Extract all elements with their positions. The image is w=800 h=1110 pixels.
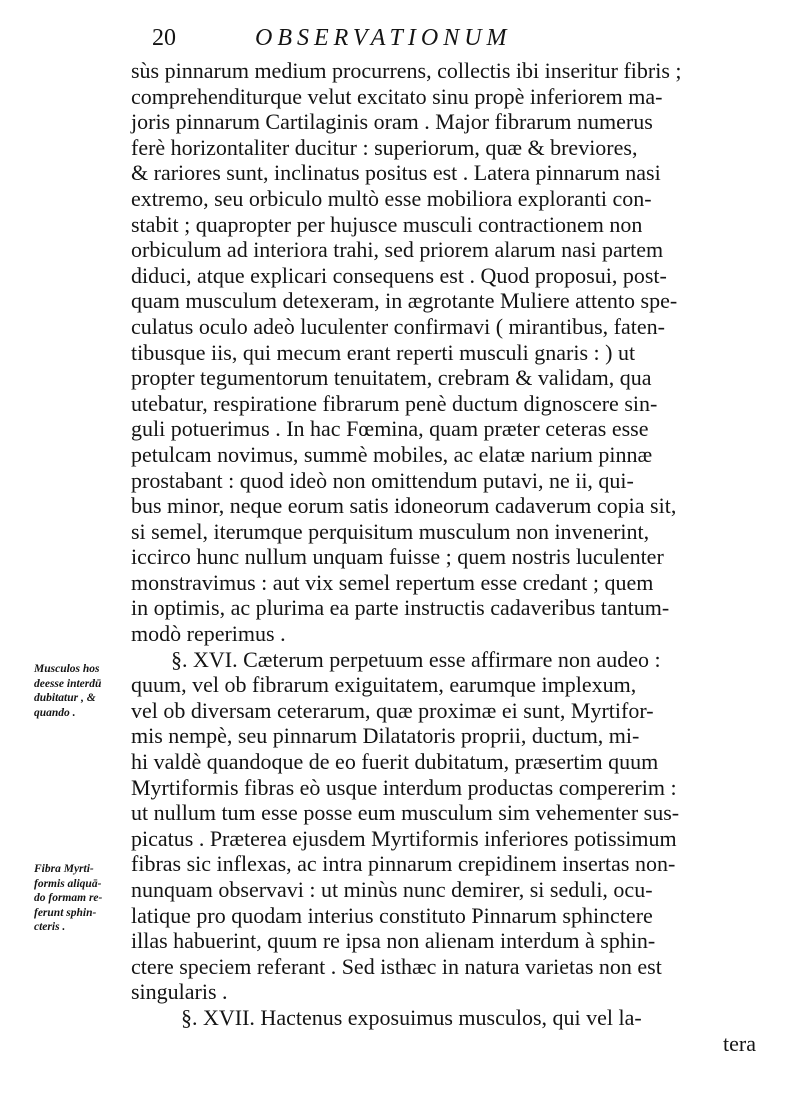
text-line: ferè horizontaliter ducitur : superiorum, quæ & breviores, <box>131 134 638 160</box>
text-line: petulcam novimus, summè mobiles, ac elatæ narium pinnæ <box>131 441 653 467</box>
text-line: picatus . Præterea ejusdem Myrtiformis inferiores potissimum <box>131 825 677 851</box>
text-line: vel ob diversam ceterarum, quæ proximæ ei sunt, Myrtifor- <box>131 697 654 723</box>
text-line: modò reperimus . <box>131 621 286 647</box>
text-line: joris pinnarum Cartilaginis oram . Major fibrarum numerus <box>131 109 653 135</box>
text-line: prostabant : quod ideò non omittendum putavi, ne ii, qui- <box>131 467 634 493</box>
margin-note-line: deesse interdū <box>34 677 102 690</box>
text-line: fibras sic inflexas, ac intra pinnarum crepidinem insertas non- <box>131 851 676 877</box>
text-line: ctere speciem referant . Sed isthæc in natura varietas non est <box>131 953 662 979</box>
margin-note-line: quando . <box>34 706 76 719</box>
text-line: orbiculum ad interiora trahi, sed priorem alarum nasi partem <box>131 237 664 263</box>
text-line: quum, vel ob fibrarum exiguitatem, earumque implexum, <box>131 672 637 698</box>
text-line: diduci, atque explicari consequens est . Quod proposui, post- <box>131 262 667 288</box>
text-line: in optimis, ac plurima ea parte instructis cadaveribus tantum- <box>131 595 670 621</box>
text-line: quam musculum detexeram, in ægrotante Muliere attento spe- <box>131 288 678 314</box>
margin-note-fibrae <box>34 862 124 935</box>
text-line: utebatur, respiratione fibrarum penè ductum dignoscere sin- <box>131 390 658 416</box>
margin-note-line: Fibra Myrti- <box>34 863 94 875</box>
text-line: nunquam observavi : ut minùs nunc demirer, si seduli, ocu- <box>131 877 653 902</box>
margin-note-line: dubitatur , & <box>34 692 96 704</box>
text-line: Myrtiformis fibras eò usque interdum productas compererim : <box>131 774 677 800</box>
body-text <box>131 58 766 1056</box>
section-heading-line: §. XVII. Hactenus exposuimus musculos, qui vel la- <box>181 1004 642 1030</box>
text-line: tibusque iis, qui mecum erant reperti musculi gnaris : ) ut <box>131 339 636 365</box>
margin-note-musculos <box>34 662 124 720</box>
margin-note-line: formis aliquā- <box>34 877 102 890</box>
text-line: singularis . <box>131 979 228 1005</box>
text-line: illas habuerint, quum re ipsa non alienam interdum à sphin- <box>131 928 656 954</box>
text-line: hi valdè quandoque de eo fuerit dubitatum, præsertim quum <box>131 749 659 775</box>
page-number: 20 <box>152 25 176 51</box>
text-line: sùs pinnarum medium procurrens, collectis ibi inseritur fibris ; <box>131 58 682 83</box>
text-line: propter tegumentorum tenuitatem, crebram & validam, qua <box>131 365 652 391</box>
text-line: stabit ; quapropter per hujusce musculi contractionem non <box>131 211 643 237</box>
text-line: comprehenditurque velut excitato sinu propè inferiorem ma- <box>131 83 663 109</box>
margin-note-line: cteris . <box>34 921 66 933</box>
section-heading-line: §. XVI. Cæterum perpetuum esse affirmare non audeo : <box>171 646 661 672</box>
catchword: tera <box>723 1030 756 1056</box>
text-line: bus minor, neque eorum satis idoneorum cadaverum copia sit, <box>131 493 677 519</box>
text-line: si semel, iterumque perquisitum musculum non invenerint, <box>131 518 650 544</box>
margin-note-line: Musculos hos <box>34 663 100 675</box>
text-line: guli potuerimus . In hac Fœmina, quam præter ceteras esse <box>131 416 649 442</box>
text-line: extremo, seu orbiculo multò esse mobiliora exploranti con- <box>131 185 652 211</box>
margin-note-line: do formam re- <box>34 892 103 904</box>
text-line: monstravimus : aut vix semel repertum esse credant ; quem <box>131 569 654 595</box>
margin-note-line: ferunt sphin- <box>34 906 97 919</box>
text-line: latique pro quodam interius constituto Pinnarum sphinctere <box>131 902 653 928</box>
text-line: culatus oculo adeò luculenter confirmavi ( mirantibus, faten- <box>131 313 665 339</box>
text-line: mis nempè, seu pinnarum Dilatatoris proprii, ductum, mi- <box>131 723 640 749</box>
text-line: ut nullum tum esse posse eum musculum sim vehementer sus- <box>131 800 680 826</box>
running-title: OBSERVATIONUM <box>255 25 512 51</box>
text-line: & rariores sunt, inclinatus positus est . Latera pinnarum nasi <box>131 160 661 186</box>
text-line: iccirco hunc nullum unquam fuisse ; quem nostris luculenter <box>131 544 664 570</box>
